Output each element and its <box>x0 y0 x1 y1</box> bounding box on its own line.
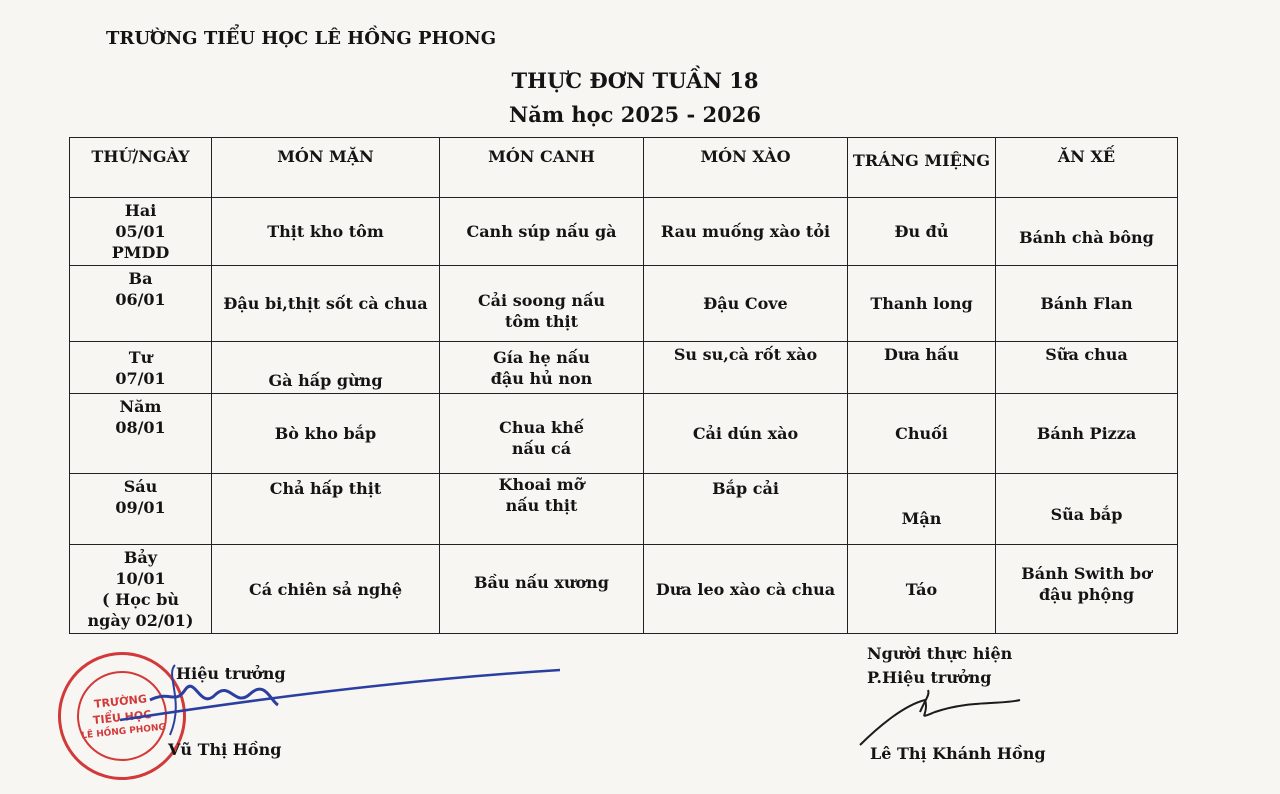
soup-cell: Chua khế nấu cá <box>440 394 644 474</box>
stamp-line: TIỂU HỌC <box>92 707 152 728</box>
main-dish-cell: Đậu bi,thịt sốt cà chua <box>212 266 440 342</box>
header-dessert: TRÁNG MIỆNG <box>848 138 996 198</box>
preparer-role: Người thực hiện <box>867 644 1013 663</box>
principal-title: Hiệu trưởng <box>176 664 286 683</box>
snack-cell: Bánh Pizza <box>996 394 1178 474</box>
dessert-cell: Chuối <box>848 394 996 474</box>
soup-cell: Khoai mỡ nấu thịt <box>440 474 644 545</box>
header-main-dish: MÓN MẶN <box>212 138 440 198</box>
dessert-cell: Dưa hấu <box>848 342 996 394</box>
snack-cell: Sữa chua <box>996 342 1178 394</box>
dessert-cell: Táo <box>848 545 996 634</box>
school-name: TRƯỜNG TIỂU HỌC LÊ HỒNG PHONG <box>106 28 497 49</box>
snack-cell: Bánh Flan <box>996 266 1178 342</box>
soup-cell: Canh súp nấu gà <box>440 198 644 266</box>
principal-signature <box>150 686 278 705</box>
dessert-cell: Thanh long <box>848 266 996 342</box>
main-dish-cell: Gà hấp gừng <box>212 342 440 394</box>
vice-principal-signature <box>860 700 1020 745</box>
day-cell: Bảy 10/01 ( Học bù ngày 02/01) <box>70 545 212 634</box>
stir-fry-cell: Cải dún xào <box>644 394 848 474</box>
vice-principal-name: Lê Thị Khánh Hồng <box>870 744 1046 763</box>
snack-cell: Bánh chà bông <box>996 198 1178 266</box>
principal-signature-loop <box>170 665 176 735</box>
dessert-cell: Đu đủ <box>848 198 996 266</box>
main-dish-cell: Cá chiên sả nghệ <box>212 545 440 634</box>
header-snack: ĂN XẾ <box>996 138 1178 198</box>
stir-fry-cell: Rau muống xào tỏi <box>644 198 848 266</box>
stir-fry-cell: Đậu Cove <box>644 266 848 342</box>
header-soup: MÓN CANH <box>440 138 644 198</box>
stir-fry-cell: Dưa leo xào cà chua <box>644 545 848 634</box>
school-year: Năm học 2025 - 2026 <box>509 102 761 127</box>
main-dish-cell: Chả hấp thịt <box>212 474 440 545</box>
day-cell: Hai 05/01 PMDD <box>70 198 212 266</box>
header-day: THỨ/NGÀY <box>70 138 212 198</box>
principal-name: Vũ Thị Hồng <box>168 740 282 759</box>
stir-fry-cell: Su su,cà rốt xào <box>644 342 848 394</box>
stamp-line: TRƯỜNG <box>93 692 148 711</box>
vice-principal-title: P.Hiệu trưởng <box>867 668 992 687</box>
main-dish-cell: Thịt kho tôm <box>212 198 440 266</box>
day-cell: Năm 08/01 <box>70 394 212 474</box>
day-cell: Tư 07/01 <box>70 342 212 394</box>
main-dish-cell: Bò kho bắp <box>212 394 440 474</box>
soup-cell: Cải soong nấu tôm thịt <box>440 266 644 342</box>
soup-cell: Gía hẹ nấu đậu hủ non <box>440 342 644 394</box>
snack-cell: Sũa bắp <box>996 474 1178 545</box>
stamp-line: LÊ HỒNG PHONG <box>80 722 167 742</box>
snack-cell: Bánh Swith bơ đậu phộng <box>996 545 1178 634</box>
day-cell: Ba 06/01 <box>70 266 212 342</box>
page-title: THỰC ĐƠN TUẦN 18 <box>511 68 759 93</box>
dessert-cell: Mận <box>848 474 996 545</box>
header-stir-fry: MÓN XÀO <box>644 138 848 198</box>
day-cell: Sáu 09/01 <box>70 474 212 545</box>
stir-fry-cell: Bắp cải <box>644 474 848 545</box>
soup-cell: Bầu nấu xương <box>440 545 644 634</box>
